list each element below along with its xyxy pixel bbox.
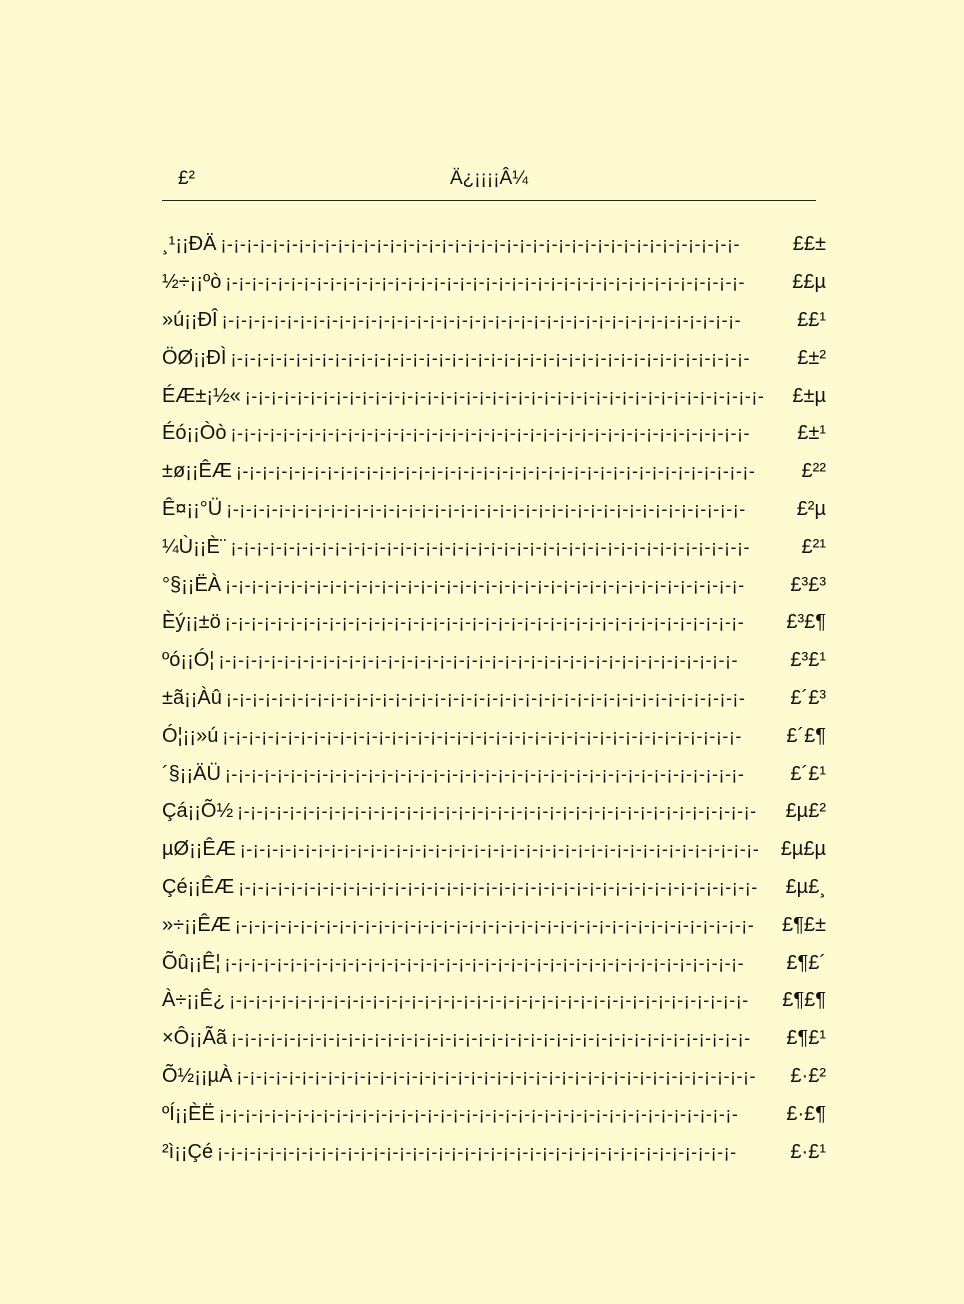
toc-leader-dots: ¡-¡-¡-¡-¡-¡-¡-¡-¡-¡-¡-¡-¡-¡-¡-¡-¡-¡-¡-¡-¡-¡-¡-¡-¡-¡-¡-¡-¡-¡-¡-¡-¡-¡-¡-¡-¡-¡-¡-¡- bbox=[230, 423, 750, 444]
toc-entry-page-number: £·£¹ bbox=[790, 1140, 826, 1163]
toc-leader-dots: ¡-¡-¡-¡-¡-¡-¡-¡-¡-¡-¡-¡-¡-¡-¡-¡-¡-¡-¡-¡-¡-¡-¡-¡-¡-¡-¡-¡-¡-¡-¡-¡-¡-¡-¡-¡-¡-¡-¡-¡- bbox=[244, 385, 765, 406]
toc-entry-page-number: £±¹ bbox=[797, 422, 826, 445]
toc-entry-title: °§¡¡ËÀ bbox=[162, 573, 222, 596]
toc-entry[interactable] bbox=[162, 415, 826, 453]
toc-leader-dots: ¡-¡-¡-¡-¡-¡-¡-¡-¡-¡-¡-¡-¡-¡-¡-¡-¡-¡-¡-¡-¡-¡-¡-¡-¡-¡-¡-¡-¡-¡-¡-¡-¡-¡-¡-¡-¡-¡-¡-¡- bbox=[222, 725, 742, 746]
toc-entry[interactable] bbox=[162, 1058, 826, 1096]
toc-entry-title: ±ø¡¡ÊÆ bbox=[162, 460, 232, 483]
toc-entry-title: Õû¡¡Ê¦ bbox=[162, 951, 221, 974]
toc-entry[interactable] bbox=[162, 642, 826, 680]
toc-entry-page-number: £³£¶ bbox=[786, 611, 826, 634]
toc-leader-dots: ¡-¡-¡-¡-¡-¡-¡-¡-¡-¡-¡-¡-¡-¡-¡-¡-¡-¡-¡-¡-¡-¡-¡-¡-¡-¡-¡-¡-¡-¡-¡-¡-¡-¡-¡-¡-¡-¡-¡-¡- bbox=[224, 612, 745, 633]
toc-entry-title: ±ã¡¡Àû bbox=[162, 686, 222, 709]
toc-entry-title: Èý¡¡±ö bbox=[162, 611, 221, 634]
toc-entry-page-number: £±² bbox=[797, 346, 826, 369]
table-of-contents bbox=[162, 226, 826, 1171]
toc-entry-page-number: £³£³ bbox=[790, 573, 826, 596]
toc-entry-page-number: £¶£´ bbox=[786, 951, 826, 974]
toc-entry[interactable] bbox=[162, 339, 826, 377]
toc-entry-title: ÉÆ±¡½« bbox=[162, 384, 241, 407]
toc-entry-page-number: £·£¶ bbox=[786, 1102, 826, 1125]
toc-entry-page-number: £¶£¶ bbox=[782, 989, 826, 1012]
toc-entry-title: À÷¡¡Ê¿ bbox=[162, 989, 226, 1012]
toc-entry-page-number: £´£¹ bbox=[790, 762, 826, 785]
toc-entry[interactable] bbox=[162, 831, 826, 869]
toc-entry[interactable] bbox=[162, 264, 826, 302]
toc-entry-page-number: £²² bbox=[801, 460, 826, 483]
toc-entry-page-number: £´£¶ bbox=[786, 724, 826, 747]
toc-entry[interactable] bbox=[162, 604, 826, 642]
toc-entry[interactable] bbox=[162, 1095, 826, 1133]
toc-entry-page-number: £¶£± bbox=[782, 913, 826, 936]
toc-leader-dots: ¡-¡-¡-¡-¡-¡-¡-¡-¡-¡-¡-¡-¡-¡-¡-¡-¡-¡-¡-¡-¡-¡-¡-¡-¡-¡-¡-¡-¡-¡-¡-¡-¡-¡-¡-¡-¡-¡-¡-¡- bbox=[235, 461, 756, 482]
toc-entry-title: ´§¡¡ÄÜ bbox=[162, 762, 221, 785]
toc-entry-page-number: £µ£¸ bbox=[785, 875, 826, 898]
running-title: Ä¿¡¡¡¡Â¼ bbox=[449, 168, 529, 189]
toc-entry-title: ²ì¡¡Çé bbox=[162, 1140, 214, 1163]
toc-entry[interactable] bbox=[162, 226, 826, 264]
toc-entry[interactable] bbox=[162, 793, 826, 831]
toc-leader-dots: ¡-¡-¡-¡-¡-¡-¡-¡-¡-¡-¡-¡-¡-¡-¡-¡-¡-¡-¡-¡-¡-¡-¡-¡-¡-¡-¡-¡-¡-¡-¡-¡-¡-¡-¡-¡-¡-¡-¡-¡- bbox=[231, 1028, 751, 1049]
toc-entry[interactable] bbox=[162, 906, 826, 944]
toc-leader-dots: ¡-¡-¡-¡-¡-¡-¡-¡-¡-¡-¡-¡-¡-¡-¡-¡-¡-¡-¡-¡-¡-¡-¡-¡-¡-¡-¡-¡-¡-¡-¡-¡-¡-¡-¡-¡-¡-¡-¡-¡- bbox=[224, 952, 745, 973]
toc-entry-title: ºó¡¡Ó¦ bbox=[162, 649, 215, 672]
toc-entry-title: ÖØ¡¡ÐÌ bbox=[162, 346, 227, 369]
toc-entry-title: Çá¡¡Õ½ bbox=[162, 800, 234, 823]
toc-entry-page-number: £²¹ bbox=[801, 535, 826, 558]
toc-entry[interactable] bbox=[162, 680, 826, 718]
toc-leader-dots: ¡-¡-¡-¡-¡-¡-¡-¡-¡-¡-¡-¡-¡-¡-¡-¡-¡-¡-¡-¡-¡-¡-¡-¡-¡-¡-¡-¡-¡-¡-¡-¡-¡-¡-¡-¡-¡-¡-¡-¡- bbox=[218, 1103, 739, 1124]
toc-entry-page-number: ££¹ bbox=[797, 308, 826, 331]
toc-leader-dots: ¡-¡-¡-¡-¡-¡-¡-¡-¡-¡-¡-¡-¡-¡-¡-¡-¡-¡-¡-¡-¡-¡-¡-¡-¡-¡-¡-¡-¡-¡-¡-¡-¡-¡-¡-¡-¡-¡-¡-¡- bbox=[229, 990, 749, 1011]
toc-entry-title: Çé¡¡ÊÆ bbox=[162, 875, 235, 898]
toc-entry-page-number: £³£¹ bbox=[790, 649, 826, 672]
toc-entry[interactable] bbox=[162, 944, 826, 982]
toc-entry[interactable] bbox=[162, 982, 826, 1020]
page-header bbox=[162, 166, 816, 201]
toc-entry-title: Éó¡¡Òò bbox=[162, 422, 227, 445]
toc-entry[interactable] bbox=[162, 302, 826, 340]
toc-entry[interactable] bbox=[162, 717, 826, 755]
toc-entry-page-number: £µ£µ bbox=[780, 838, 826, 861]
toc-entry-title: Ó¦¡¡»ú bbox=[162, 724, 219, 747]
toc-entry[interactable] bbox=[162, 528, 826, 566]
toc-entry-title: »ú¡¡ÐÎ bbox=[162, 308, 218, 331]
toc-leader-dots: ¡-¡-¡-¡-¡-¡-¡-¡-¡-¡-¡-¡-¡-¡-¡-¡-¡-¡-¡-¡-¡-¡-¡-¡-¡-¡-¡-¡-¡-¡-¡-¡-¡-¡-¡-¡-¡-¡-¡-¡- bbox=[225, 272, 745, 293]
toc-entry-title: »÷¡¡ÊÆ bbox=[162, 913, 231, 936]
toc-leader-dots: ¡-¡-¡-¡-¡-¡-¡-¡-¡-¡-¡-¡-¡-¡-¡-¡-¡-¡-¡-¡-¡-¡-¡-¡-¡-¡-¡-¡-¡-¡-¡-¡-¡-¡-¡-¡-¡-¡-¡-¡- bbox=[225, 574, 745, 595]
toc-entry-title: ½÷¡¡ºò bbox=[162, 271, 222, 294]
toc-leader-dots: ¡-¡-¡-¡-¡-¡-¡-¡-¡-¡-¡-¡-¡-¡-¡-¡-¡-¡-¡-¡-¡-¡-¡-¡-¡-¡-¡-¡-¡-¡-¡-¡-¡-¡-¡-¡-¡-¡-¡-¡- bbox=[226, 498, 746, 519]
toc-leader-dots: ¡-¡-¡-¡-¡-¡-¡-¡-¡-¡-¡-¡-¡-¡-¡-¡-¡-¡-¡-¡-¡-¡-¡-¡-¡-¡-¡-¡-¡-¡-¡-¡-¡-¡-¡-¡-¡-¡-¡-¡- bbox=[237, 801, 757, 822]
toc-entry-page-number: £¶£¹ bbox=[786, 1027, 826, 1050]
page-number: £² bbox=[178, 168, 195, 189]
toc-leader-dots: ¡-¡-¡-¡-¡-¡-¡-¡-¡-¡-¡-¡-¡-¡-¡-¡-¡-¡-¡-¡-¡-¡-¡-¡-¡-¡-¡-¡-¡-¡-¡-¡-¡-¡-¡-¡-¡-¡-¡-¡- bbox=[234, 914, 755, 935]
toc-entry[interactable] bbox=[162, 1133, 826, 1171]
toc-entry-title: ºÍ¡¡ÈË bbox=[162, 1102, 215, 1125]
toc-leader-dots: ¡-¡-¡-¡-¡-¡-¡-¡-¡-¡-¡-¡-¡-¡-¡-¡-¡-¡-¡-¡-¡-¡-¡-¡-¡-¡-¡-¡-¡-¡-¡-¡-¡-¡-¡-¡-¡-¡-¡-¡- bbox=[217, 1141, 737, 1162]
toc-leader-dots: ¡-¡-¡-¡-¡-¡-¡-¡-¡-¡-¡-¡-¡-¡-¡-¡-¡-¡-¡-¡-¡-¡-¡-¡-¡-¡-¡-¡-¡-¡-¡-¡-¡-¡-¡-¡-¡-¡-¡-¡- bbox=[230, 347, 750, 368]
toc-leader-dots: ¡-¡-¡-¡-¡-¡-¡-¡-¡-¡-¡-¡-¡-¡-¡-¡-¡-¡-¡-¡-¡-¡-¡-¡-¡-¡-¡-¡-¡-¡-¡-¡-¡-¡-¡-¡-¡-¡-¡-¡- bbox=[238, 876, 758, 897]
toc-leader-dots: ¡-¡-¡-¡-¡-¡-¡-¡-¡-¡-¡-¡-¡-¡-¡-¡-¡-¡-¡-¡-¡-¡-¡-¡-¡-¡-¡-¡-¡-¡-¡-¡-¡-¡-¡-¡-¡-¡-¡-¡- bbox=[225, 687, 746, 708]
toc-leader-dots: ¡-¡-¡-¡-¡-¡-¡-¡-¡-¡-¡-¡-¡-¡-¡-¡-¡-¡-¡-¡-¡-¡-¡-¡-¡-¡-¡-¡-¡-¡-¡-¡-¡-¡-¡-¡-¡-¡-¡-¡- bbox=[224, 763, 745, 784]
toc-entry[interactable] bbox=[162, 377, 826, 415]
toc-entry-title: ×Ô¡¡Ãã bbox=[162, 1027, 228, 1050]
toc-entry[interactable] bbox=[162, 1020, 826, 1058]
toc-entry[interactable] bbox=[162, 566, 826, 604]
toc-entry-title: Ê¤¡¡°Ü bbox=[162, 497, 223, 520]
toc-entry-title: Õ½¡¡µÀ bbox=[162, 1064, 233, 1087]
toc-entry[interactable] bbox=[162, 491, 826, 529]
toc-leader-dots: ¡-¡-¡-¡-¡-¡-¡-¡-¡-¡-¡-¡-¡-¡-¡-¡-¡-¡-¡-¡-¡-¡-¡-¡-¡-¡-¡-¡-¡-¡-¡-¡-¡-¡-¡-¡-¡-¡-¡-¡- bbox=[230, 536, 750, 557]
toc-entry-title: µØ¡¡ÊÆ bbox=[162, 838, 236, 861]
toc-entry-page-number: £µ£² bbox=[785, 800, 826, 823]
toc-leader-dots: ¡-¡-¡-¡-¡-¡-¡-¡-¡-¡-¡-¡-¡-¡-¡-¡-¡-¡-¡-¡-¡-¡-¡-¡-¡-¡-¡-¡-¡-¡-¡-¡-¡-¡-¡-¡-¡-¡-¡-¡- bbox=[236, 1065, 756, 1086]
toc-leader-dots: ¡-¡-¡-¡-¡-¡-¡-¡-¡-¡-¡-¡-¡-¡-¡-¡-¡-¡-¡-¡-¡-¡-¡-¡-¡-¡-¡-¡-¡-¡-¡-¡-¡-¡-¡-¡-¡-¡-¡-¡- bbox=[239, 839, 760, 860]
toc-entry-page-number: ££± bbox=[792, 233, 826, 256]
toc-entry-page-number: ££µ bbox=[792, 271, 826, 294]
toc-entry[interactable] bbox=[162, 869, 826, 907]
toc-entry-page-number: £´£³ bbox=[790, 686, 826, 709]
toc-leader-dots: ¡-¡-¡-¡-¡-¡-¡-¡-¡-¡-¡-¡-¡-¡-¡-¡-¡-¡-¡-¡-¡-¡-¡-¡-¡-¡-¡-¡-¡-¡-¡-¡-¡-¡-¡-¡-¡-¡-¡-¡- bbox=[218, 650, 739, 671]
toc-leader-dots: ¡-¡-¡-¡-¡-¡-¡-¡-¡-¡-¡-¡-¡-¡-¡-¡-¡-¡-¡-¡-¡-¡-¡-¡-¡-¡-¡-¡-¡-¡-¡-¡-¡-¡-¡-¡-¡-¡-¡-¡- bbox=[221, 309, 742, 330]
toc-entry-title: ¸¹¡¡ÐÄ bbox=[162, 233, 217, 256]
toc-entry[interactable] bbox=[162, 453, 826, 491]
toc-entry-page-number: £²µ bbox=[796, 497, 826, 520]
toc-entry-page-number: £±µ bbox=[792, 384, 826, 407]
toc-entry[interactable] bbox=[162, 755, 826, 793]
toc-entry-page-number: £·£² bbox=[790, 1064, 826, 1087]
toc-leader-dots: ¡-¡-¡-¡-¡-¡-¡-¡-¡-¡-¡-¡-¡-¡-¡-¡-¡-¡-¡-¡-¡-¡-¡-¡-¡-¡-¡-¡-¡-¡-¡-¡-¡-¡-¡-¡-¡-¡-¡-¡- bbox=[220, 234, 740, 255]
toc-entry-title: ¼Ù¡¡È¨ bbox=[162, 535, 227, 558]
